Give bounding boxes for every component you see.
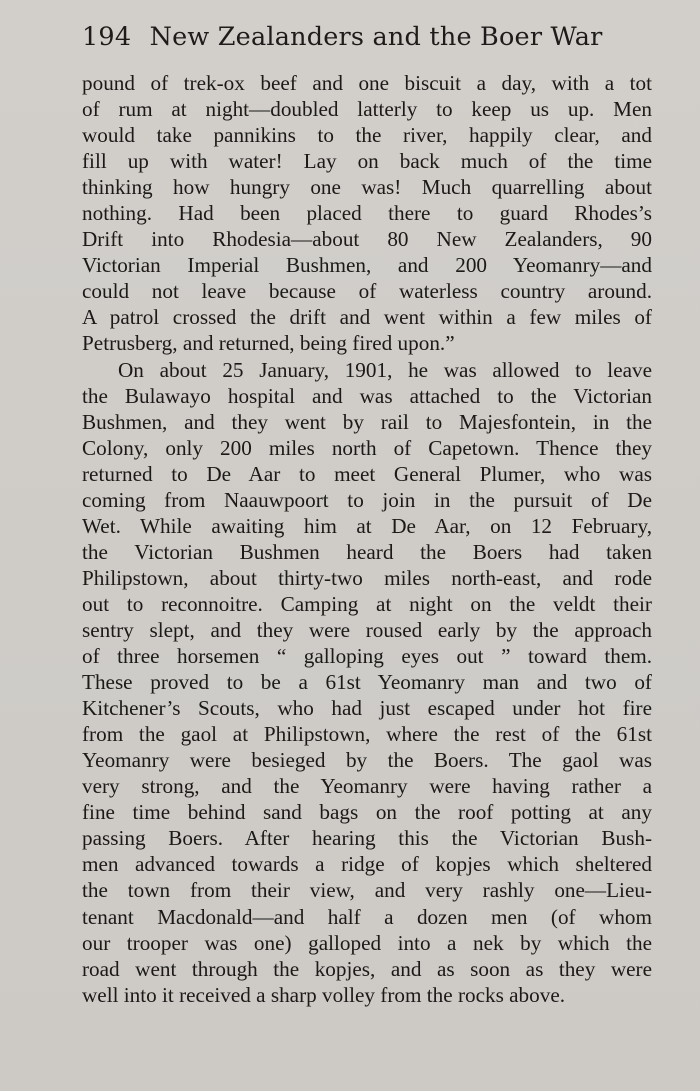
paragraph	[82, 70, 652, 357]
text-line: passing Boers. After hearing this the Victorian Bush-	[82, 826, 652, 851]
text-line: Colony, only 200 miles north of Capetown. Thence they	[82, 435, 652, 460]
text-line: the Bulawayo hospital and was attached to the Victorian	[82, 383, 652, 408]
text-line: returned to De Aar to meet General Plumer, who was	[82, 461, 652, 486]
text-line: could not leave because of waterless country around.	[82, 279, 652, 304]
text-line: Philipstown, about thirty-two miles north-east, and rode	[82, 565, 652, 590]
text-line: the Victorian Bushmen heard the Boers had taken	[82, 539, 652, 564]
text-line: Bushmen, and they went by rail to Majesfontein, in the	[82, 409, 652, 434]
text-line: Kitchener’s Scouts, who had just escaped under hot fire	[82, 696, 652, 721]
text-line: Drift into Rhodesia—about 80 New Zealanders, 90	[82, 227, 652, 252]
running-header	[82, 22, 642, 52]
text-line: out to reconnoitre. Camping at night on the veldt their	[82, 591, 652, 616]
body-text	[82, 70, 652, 1008]
text-line: would take pannikins to the river, happily clear, and	[82, 123, 652, 148]
text-line: tenant Macdonald—and half a dozen men (of whom	[82, 904, 652, 929]
text-line: well into it received a sharp volley from the rocks above.	[82, 982, 566, 1007]
text-line: Victorian Imperial Bushmen, and 200 Yeomanry—and	[82, 253, 652, 278]
text-line: fill up with water! Lay on back much of the time	[82, 149, 652, 174]
text-line: the town from their view, and very rashly one—Lieu-	[82, 878, 652, 903]
text-line: Yeomanry were besieged by the Boers. The gaol was	[82, 748, 652, 773]
text-line: very strong, and the Yeomanry were having rather a	[82, 774, 652, 799]
paragraph	[82, 357, 652, 1008]
text-line: of rum at night—doubled latterly to keep us up. Men	[82, 97, 652, 122]
text-line: from the gaol at Philipstown, where the rest of the 61st	[82, 722, 652, 747]
text-line: of three horsemen “ galloping eyes out ” toward them.	[82, 644, 652, 669]
text-line: Petrusberg, and returned, being fired upon.”	[82, 331, 455, 356]
text-line: pound of trek-ox beef and one biscuit a day, with a tot	[82, 71, 652, 95]
text-line: road went through the kopjes, and as soon as they were	[82, 956, 652, 981]
text-line: sentry slept, and they were roused early by the approach	[82, 617, 652, 642]
text-line: These proved to be a 61st Yeomanry man and two of	[82, 670, 652, 695]
page-number: 194	[82, 22, 132, 52]
running-title: New Zealanders and the Boer War	[149, 22, 603, 52]
text-line: On about 25 January, 1901, he was allowed to leave	[118, 357, 652, 382]
text-line: Wet. While awaiting him at De Aar, on 12 February,	[82, 513, 652, 538]
text-line: nothing. Had been placed there to guard Rhodes’s	[82, 201, 652, 226]
text-line: our trooper was one) galloped into a nek by which the	[82, 930, 652, 955]
text-line: coming from Naauwpoort to join in the pursuit of De	[82, 487, 652, 512]
text-line: fine time behind sand bags on the roof potting at any	[82, 800, 652, 825]
text-line: thinking how hungry one was! Much quarrelling about	[82, 175, 652, 200]
text-line: men advanced towards a ridge of kopjes which sheltered	[82, 852, 652, 877]
text-line: A patrol crossed the drift and went within a few miles of	[82, 305, 652, 330]
